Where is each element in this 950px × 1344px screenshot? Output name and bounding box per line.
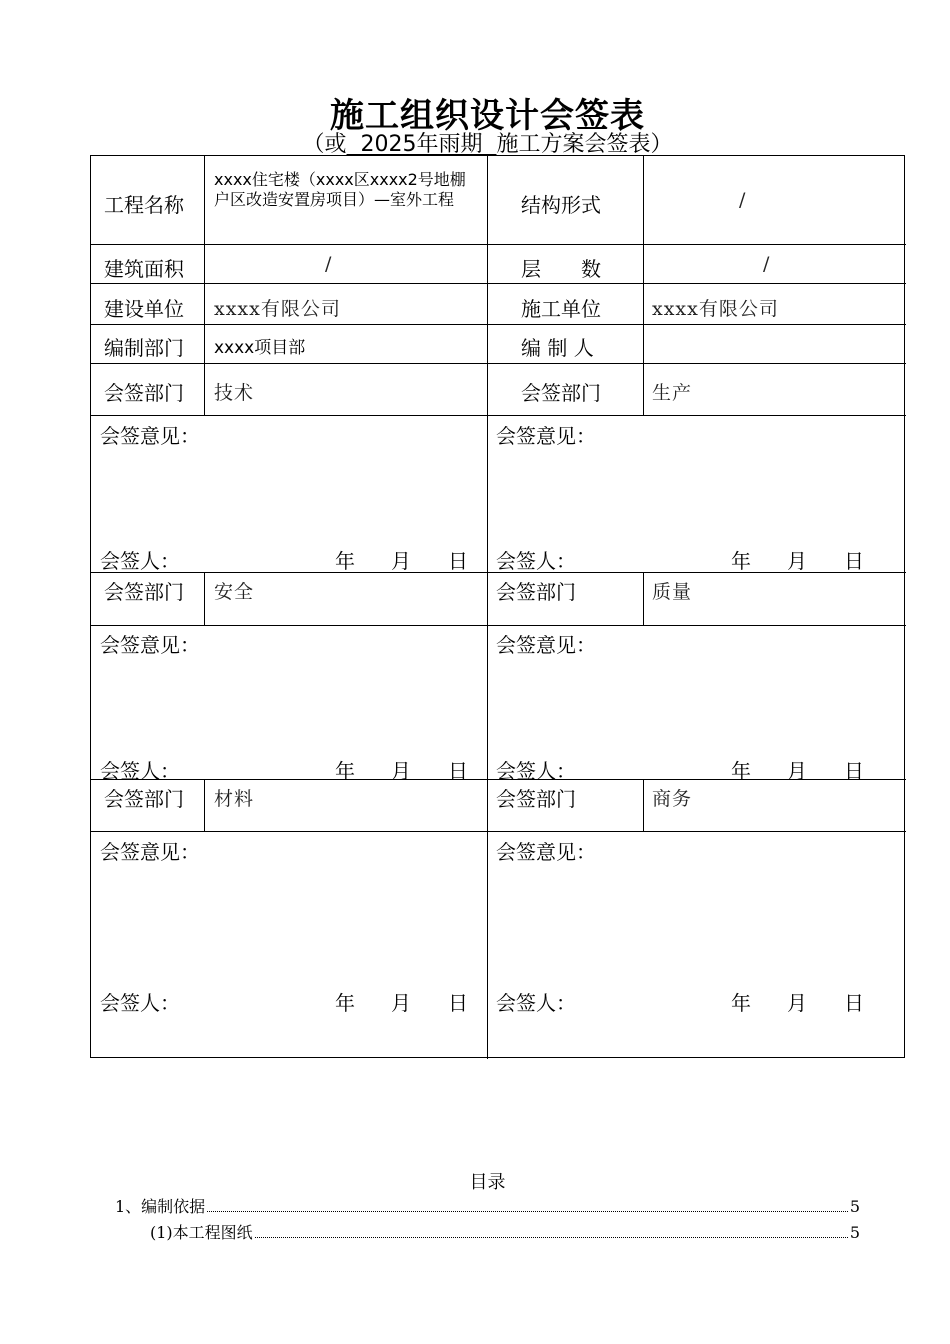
opinion-label: 会签意见：: [496, 633, 596, 657]
signoff-dept-label: 会签部门: [496, 580, 576, 604]
year-label: 年: [335, 991, 355, 1015]
month-label: 月: [391, 759, 411, 783]
subtitle-suffix: 施工方案会签表）: [496, 132, 673, 157]
contractor-value: xxxx有限公司: [652, 298, 779, 320]
toc-item-page: 5: [849, 1197, 860, 1216]
toc-title: 目录: [469, 1172, 506, 1193]
signer-label: 会签人：: [496, 991, 576, 1015]
signoff-dept-value: 安全: [214, 581, 255, 603]
row-divider: [91, 363, 906, 364]
row-divider: [91, 831, 906, 832]
signoff-dept-label: 会签部门: [104, 381, 184, 405]
signoff-dept-value: 生产: [652, 382, 693, 404]
toc-item-page: 5: [849, 1223, 860, 1242]
toc-item[interactable]: [150, 1220, 860, 1243]
row-divider: [91, 283, 906, 284]
toc-item-text: 1、编制依据: [115, 1197, 206, 1216]
row-divider: [91, 625, 906, 626]
day-label: 日: [844, 991, 864, 1015]
area-label: 建筑面积: [104, 257, 184, 281]
signer-label: 会签人：: [496, 759, 576, 783]
day-label: 日: [844, 549, 864, 573]
opinion-label: 会签意见：: [496, 424, 596, 448]
project-name-value: xxxx住宅楼（xxxx区xxxx2号地棚户区改造安置房项目）—室外工程: [214, 170, 466, 209]
contractor-label: 施工单位: [521, 297, 601, 321]
signer-label: 会签人：: [100, 991, 180, 1015]
opinion-label: 会签意见：: [100, 633, 200, 657]
col-divider: [204, 572, 205, 625]
document-subtitle: [0, 127, 950, 158]
document-title: 施工组织设计会签表: [330, 96, 645, 136]
signoff-dept-value: 材料: [214, 788, 255, 810]
structure-value: /: [739, 189, 747, 211]
author-label: 编 制 人: [521, 336, 594, 360]
col-divider: [204, 779, 205, 831]
subtitle-season: 2025年雨期: [346, 132, 497, 157]
month-label: 月: [391, 549, 411, 573]
owner-label: 建设单位: [104, 297, 184, 321]
signer-label: 会签人：: [100, 549, 180, 573]
dept-value: xxxx项目部: [214, 338, 306, 358]
signoff-dept-value: 商务: [652, 788, 693, 810]
floors-value: /: [763, 253, 771, 275]
month-label: 月: [787, 549, 807, 573]
signer-label: 会签人：: [496, 549, 576, 573]
month-label: 月: [787, 759, 807, 783]
subtitle-prefix: （或: [302, 132, 347, 157]
year-label: 年: [731, 991, 751, 1015]
signoff-dept-label: 会签部门: [521, 381, 601, 405]
col-divider: [643, 779, 644, 831]
opinion-label: 会签意见：: [100, 840, 200, 864]
month-label: 月: [391, 991, 411, 1015]
owner-value: xxxx有限公司: [214, 298, 341, 320]
year-label: 年: [731, 549, 751, 573]
floors-label: 层 数: [521, 257, 601, 281]
opinion-label: 会签意见：: [496, 840, 596, 864]
year-label: 年: [731, 759, 751, 783]
day-label: 日: [448, 991, 468, 1015]
year-label: 年: [335, 759, 355, 783]
opinion-label: 会签意见：: [100, 424, 200, 448]
day-label: 日: [448, 759, 468, 783]
signoff-dept-label: 会签部门: [104, 580, 184, 604]
signoff-table: [90, 155, 905, 1058]
signer-label: 会签人：: [100, 759, 180, 783]
month-label: 月: [787, 991, 807, 1015]
project-name-label: 工程名称: [104, 193, 184, 217]
row-divider: [91, 244, 906, 245]
toc-item-text: (1)本工程图纸: [150, 1223, 253, 1242]
center-divider: [487, 156, 488, 1059]
day-label: 日: [448, 549, 468, 573]
year-label: 年: [335, 549, 355, 573]
day-label: 日: [844, 759, 864, 783]
toc-leader-dots: [207, 1210, 848, 1212]
col-divider: [643, 156, 644, 415]
col-divider: [204, 156, 205, 415]
signoff-dept-label: 会签部门: [496, 787, 576, 811]
signoff-dept-label: 会签部门: [104, 787, 184, 811]
toc-leader-dots: [255, 1236, 848, 1238]
signoff-dept-value: 质量: [652, 581, 693, 603]
area-value: /: [325, 253, 333, 275]
col-divider: [643, 572, 644, 625]
dept-label: 编制部门: [104, 336, 184, 360]
toc-item[interactable]: [115, 1194, 860, 1217]
row-divider: [91, 415, 906, 416]
signoff-dept-value: 技术: [214, 382, 255, 404]
structure-label: 结构形式: [521, 193, 601, 217]
row-divider: [91, 324, 906, 325]
